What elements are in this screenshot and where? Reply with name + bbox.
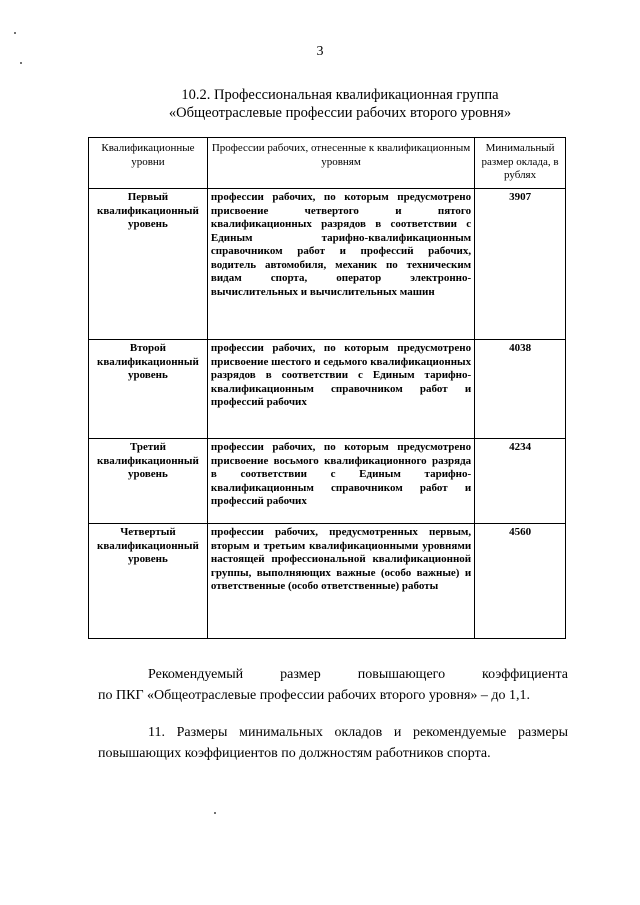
section-11-line-2: повышающих коэффициентов по должностям работников спорта.: [98, 746, 491, 761]
table-row: [89, 524, 566, 639]
table-row: [89, 340, 566, 439]
section-11-line-1: 11. Размеры минимальных окладов и рекомендуемые размеры: [148, 725, 568, 740]
salary-cell: 4234: [475, 439, 566, 524]
level-cell: Четвертый квалификационный уровень: [89, 524, 208, 639]
qualification-table: [88, 137, 566, 639]
page-number: 3: [316, 44, 324, 59]
header-professions: Профессии рабочих, отнесенные к квалификационным уровням: [207, 138, 474, 189]
table-header-row: [89, 138, 566, 189]
salary-cell: 4038: [475, 340, 566, 439]
scan-speck: [14, 32, 16, 34]
table-row: [89, 439, 566, 524]
professions-cell: профессии рабочих, по которым предусмотрено присвоение шестого и седьмого квалификационных разрядов в соответствии с Единым тарифно-квалификационным справочником работ и профессий рабочих: [207, 340, 474, 439]
scan-speck: [214, 812, 216, 814]
heading-line-2: «Общеотраслевые профессии рабочих второго уровня»: [168, 105, 512, 121]
section-heading: [90, 86, 590, 122]
salary-cell: 4560: [475, 524, 566, 639]
heading-line-1: 10.2. Профессиональная квалификационная группа: [181, 87, 499, 103]
coefficient-paragraph: [98, 664, 568, 706]
professions-cell: профессии рабочих, предусмотренных первым, вторым и третьим квалификационными уровнями настоящей профессиональной квалификационной группы, выполняющих важные (особо важные) и ответственные (особо ответственные) работы: [207, 524, 474, 639]
scan-speck: [20, 62, 22, 64]
section-11-paragraph: [98, 722, 568, 764]
coefficient-line-1: Рекомендуемый размер повышающего коэффициента: [148, 667, 568, 682]
header-levels: Квалификационные уровни: [89, 138, 208, 189]
header-salary: Минимальный размер оклада, в рублях: [475, 138, 566, 189]
level-cell: Первый квалификационный уровень: [89, 189, 208, 340]
professions-cell: профессии рабочих, по которым предусмотрено присвоение восьмого квалификационного разряда в соответствии с Единым тарифно-квалификационным справочником работ и профессий рабочих: [207, 439, 474, 524]
professions-cell: профессии рабочих, по которым предусмотрено присвоение четвертого и пятого квалификационных разрядов в соответствии с Единым тарифно-квалификационным справочником работ и профессий рабочих, водитель автомобиля, механик по техническим видам спорта, оператор электронно-вычислительных и вычислительных машин: [207, 189, 474, 340]
level-cell: Второй квалификационный уровень: [89, 340, 208, 439]
coefficient-line-2: по ПКГ «Общеотраслевые профессии рабочих второго уровня» – до 1,1.: [98, 688, 531, 703]
table-row: [89, 189, 566, 340]
salary-cell: 3907: [475, 189, 566, 340]
level-cell: Третий квалификационный уровень: [89, 439, 208, 524]
